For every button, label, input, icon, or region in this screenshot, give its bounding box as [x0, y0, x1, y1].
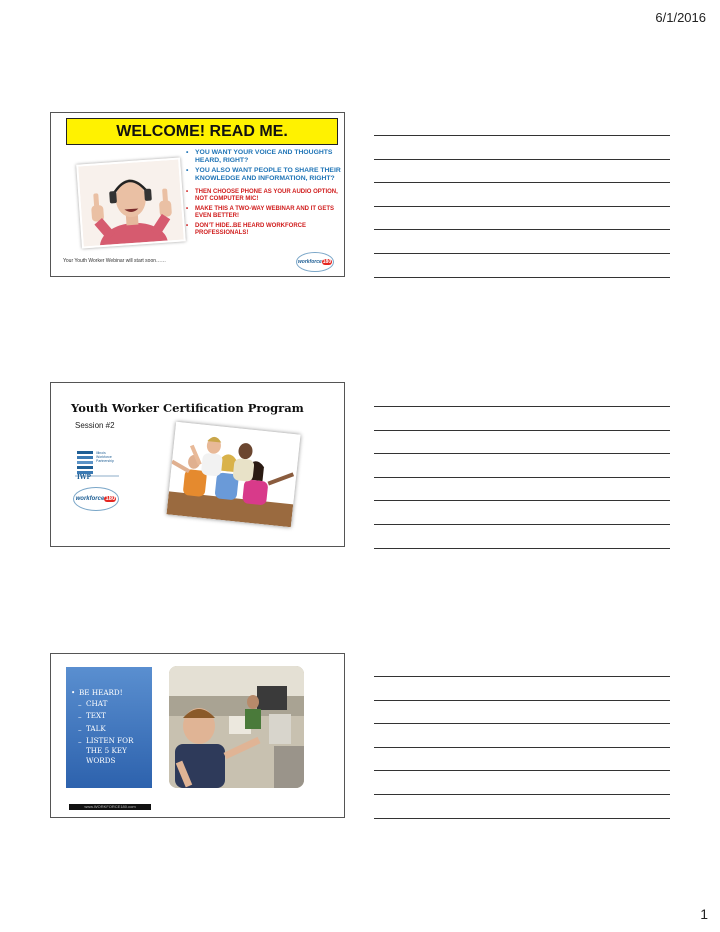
slide-1-title: WELCOME! READ ME. — [66, 118, 338, 145]
iwp-line-1: Illinois — [96, 451, 106, 455]
iwp-line-2: Workforce — [96, 455, 112, 459]
sub-bullet-text: TEXT — [86, 711, 106, 721]
logo-number: 180 — [105, 496, 116, 502]
slide-1-bullet-list — [184, 149, 342, 239]
slide-1 — [50, 112, 345, 277]
bullet-item: • THEN CHOOSE PHONE AS YOUR AUDIO OPTION, NOT COMPUTER MIC! — [184, 189, 342, 204]
sub-bullet-item — [71, 699, 144, 711]
workforce180-logo — [296, 252, 334, 272]
sub-bullet-text: LISTEN FOR THE 5 KEY WORDS — [86, 735, 134, 765]
sub-bullet-item — [71, 711, 144, 723]
thumbs-up-woman-photo — [76, 157, 186, 248]
slide-2-subtitle: Session #2 — [75, 421, 115, 430]
bullet-item: • BE HEARD! — [71, 687, 144, 699]
slide-1-footer-note: Your Youth Worker Webinar will start soon…… — [63, 258, 167, 264]
bullet-item: • YOU WANT YOUR VOICE AND THOUGHTS HEARD, RIGHT? — [184, 149, 342, 165]
sub-bullet-text: CHAT — [86, 699, 108, 709]
group-of-youth-photo — [166, 422, 300, 528]
logo-word: workforce — [75, 496, 105, 502]
iwp-logo — [75, 451, 119, 481]
print-date: 6/1/2016 — [655, 10, 706, 25]
slide-3-bullet-list — [71, 687, 144, 766]
logo-number: 180 — [322, 259, 332, 265]
slide-2-title: Youth Worker Certification Program — [71, 401, 304, 415]
logo-word: workforce — [297, 259, 322, 265]
iwp-line-3: Partnership — [96, 459, 114, 463]
page-number: 1 — [700, 906, 708, 922]
bullet-item: • DON’T HIDE..BE HEARD WORKFORCE PROFESSIONALS! — [184, 223, 342, 238]
office-people-photo — [169, 666, 304, 788]
slide-3-url: www.WORKFORCE180.com — [69, 804, 151, 810]
iwp-abbr: IWP — [77, 474, 92, 481]
workforce180-logo — [73, 487, 119, 511]
slide-3 — [50, 653, 345, 818]
slide-3-blue-panel — [66, 667, 152, 788]
bullet-item: • YOU ALSO WANT PEOPLE TO SHARE THEIR KNOWLEDGE AND INFORMATION, RIGHT? — [184, 167, 342, 183]
bullet-item: • MAKE THIS A TWO-WAY WEBINAR AND IT GETS EVEN BETTER! — [184, 206, 342, 221]
sub-bullet-text: TALK — [86, 723, 106, 733]
sub-bullet-item — [71, 724, 144, 736]
sub-bullet-item — [71, 736, 144, 766]
slide-2 — [50, 382, 345, 547]
